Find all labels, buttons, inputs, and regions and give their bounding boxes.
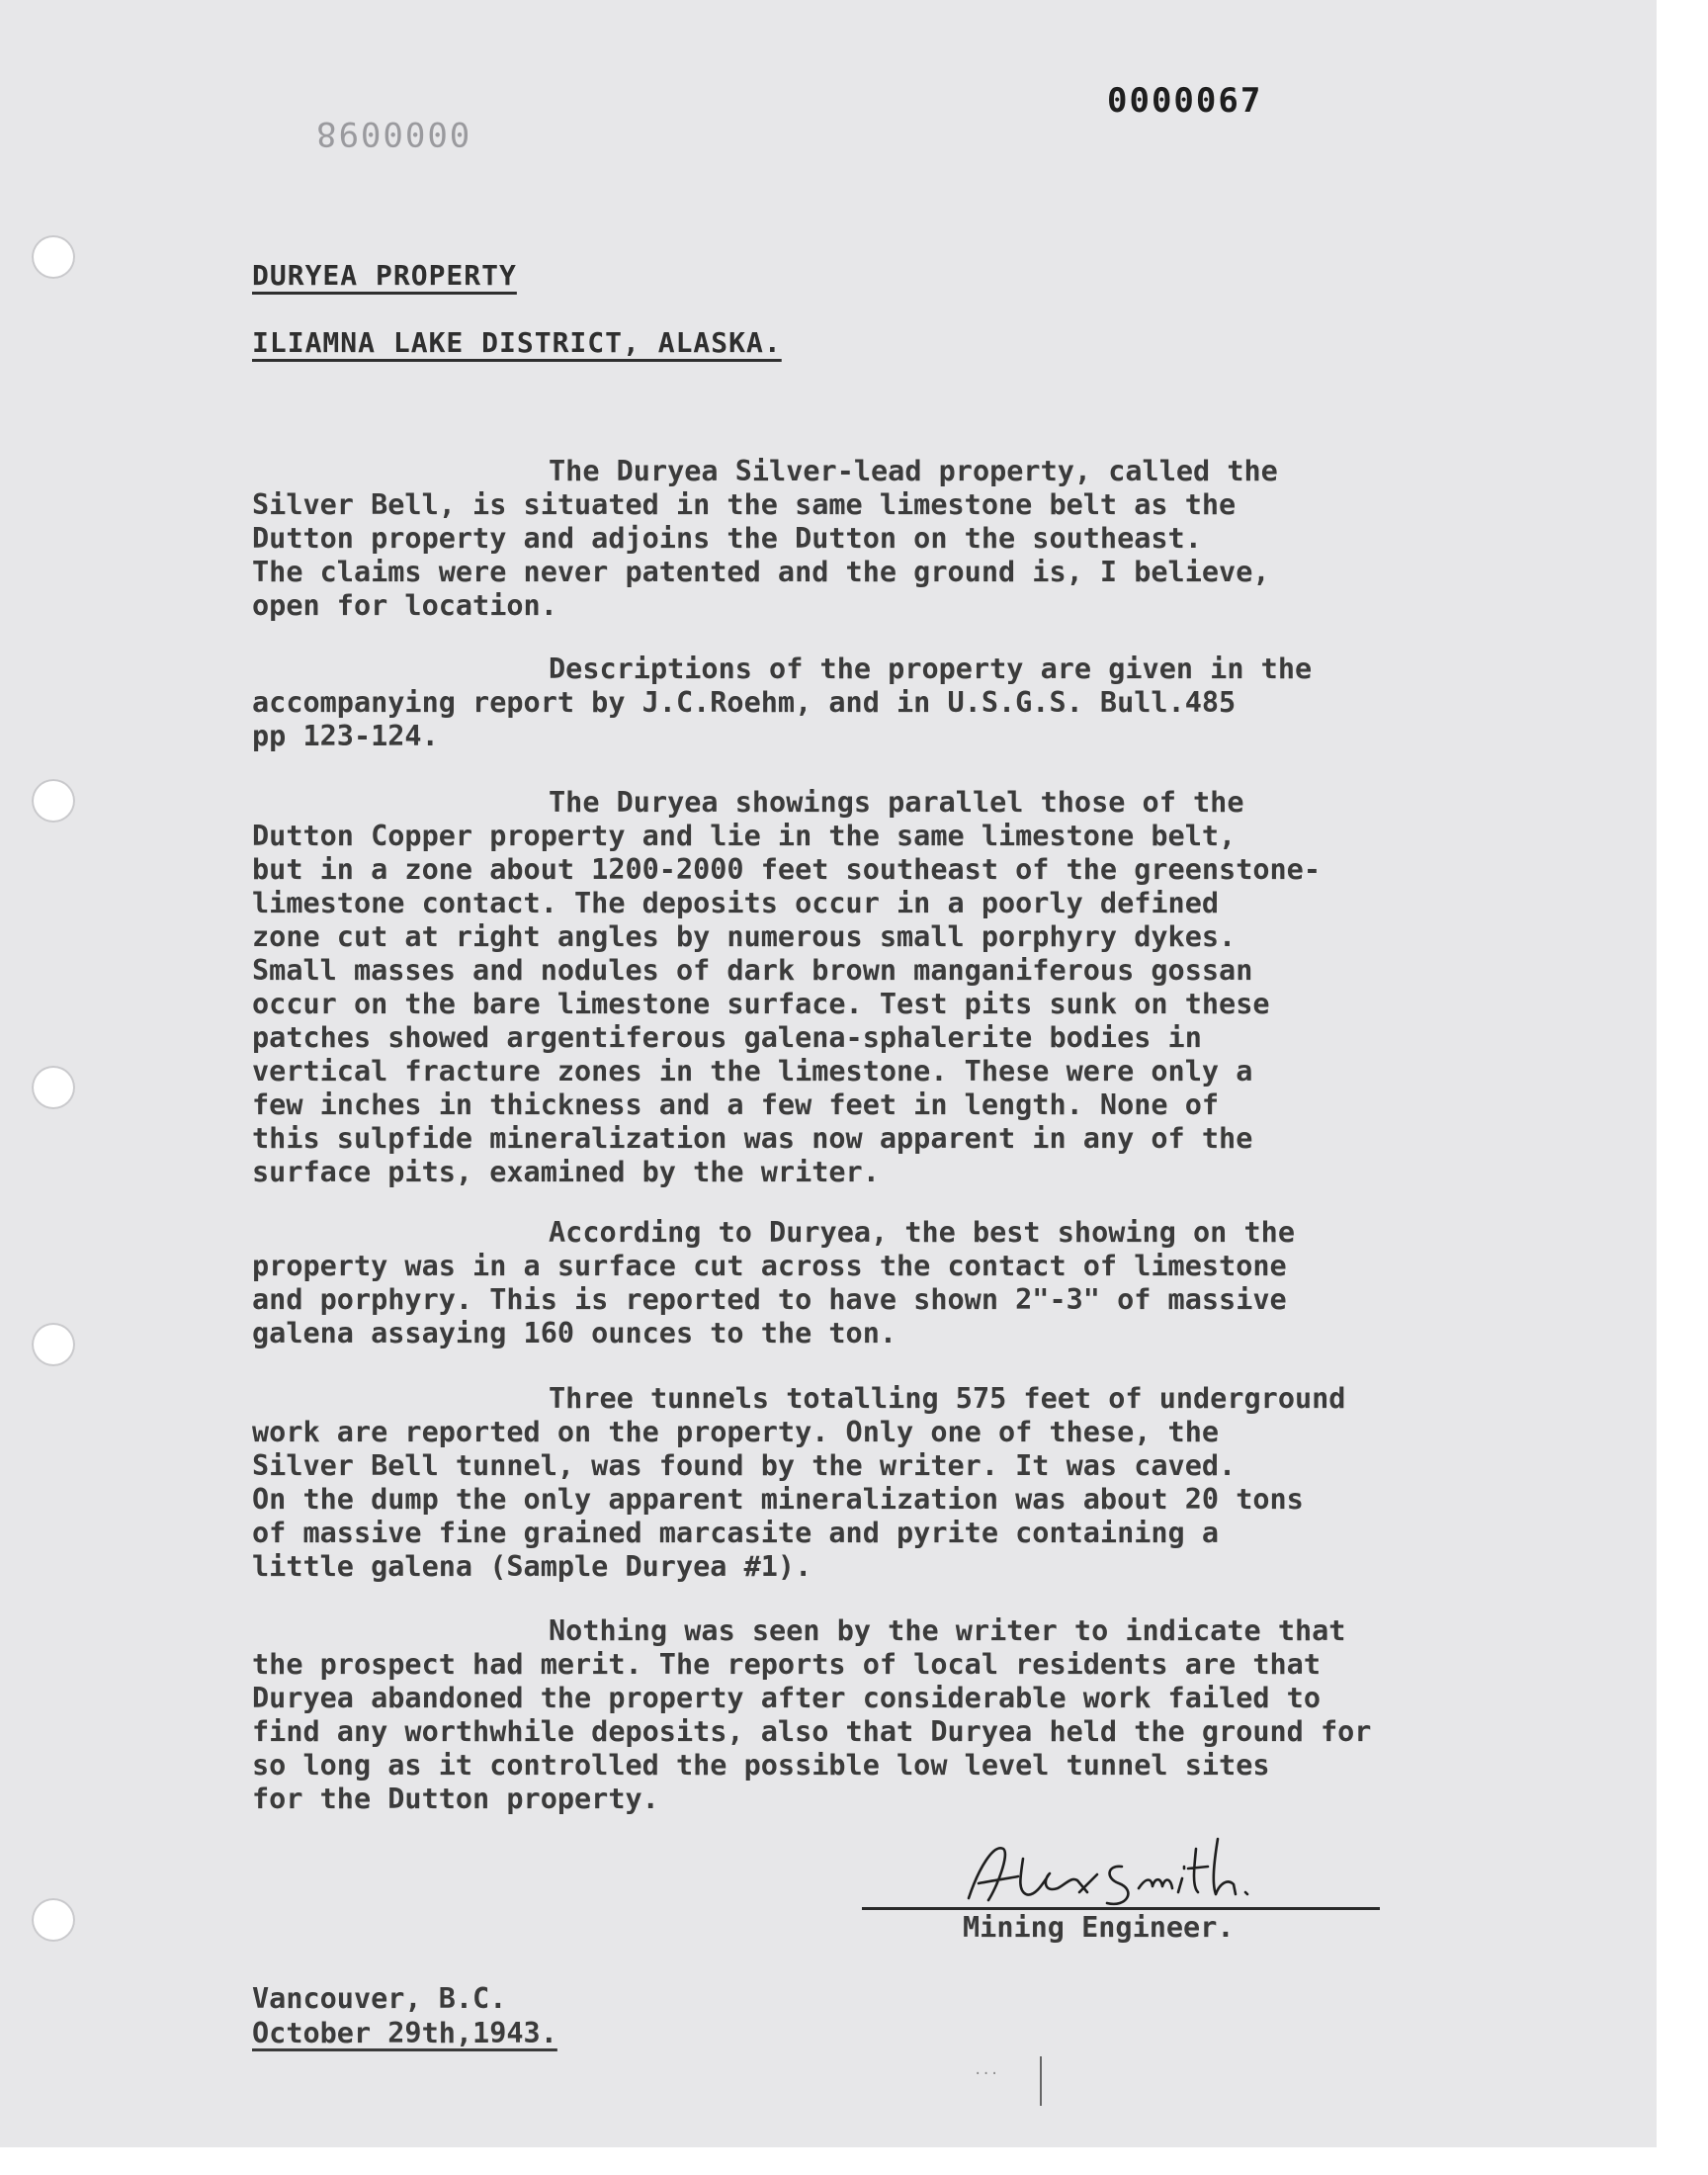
handwritten-signature — [949, 1829, 1265, 1918]
bottom-mark: ··· — [974, 2066, 999, 2082]
punch-hole — [32, 1898, 75, 1942]
paragraph-3: The Duryea showings parallel those of the Dutton Copper property and lie in the same limestone belt, but in a zone about 1200-2000 feet southeast of the greenstone- limestone contact. The deposits occur in a poorly defined zone cut at right angles by numerous small porphyry dykes. Small masses and nodules of dark brown manganiferous gossan occur on the bare limestone surface. Test pits sunk on these patches showed argentiferous galena-sphalerite bodies in vertical fracture zones in the limestone. These were only a few inches in thickness and a few feet in length. None of this sulpfide mineralization was now apparent in any of the surface pits, examined by the writer. — [252, 786, 1321, 1188]
punch-hole — [32, 1066, 75, 1109]
faint-stamp-number: 0000098 — [314, 114, 470, 153]
bottom-tick-mark — [1040, 2056, 1042, 2106]
heading-property: DURYEA PROPERTY — [252, 259, 517, 292]
signature-line — [862, 1907, 1380, 1910]
stamp-number: 0000067 — [1107, 81, 1263, 121]
paragraph-1: The Duryea Silver-lead property, called the Silver Bell, is situated in the same limestone belt as the Dutton property and adjoins the Dutton on the southeast. The claims were never patented and the ground is, I believe, open for location. — [252, 455, 1278, 622]
punch-hole — [32, 1323, 75, 1366]
heading-district: ILIAMNA LAKE DISTRICT, ALASKA. — [252, 326, 782, 359]
paragraph-2: Descriptions of the property are given in the accompanying report by J.C.Roehm, and in U.S.G.S. Bull.485 pp 123-124. — [252, 652, 1313, 752]
place-line: Vancouver, B.C. — [252, 1982, 507, 2015]
signature-title: Mining Engineer. — [963, 1911, 1235, 1944]
paragraph-4: According to Duryea, the best showing on the property was in a surface cut across the contact of limestone and porphyry. This is reported to have shown 2"-3" of massive galena assaying 160 ounces to the ton. — [252, 1216, 1295, 1349]
punch-hole — [32, 779, 75, 823]
date-line: October 29th,1943. — [252, 2017, 557, 2049]
paragraph-5: Three tunnels totalling 575 feet of underground work are reported on the property. Only one of these, the Silver Bell tunnel, was found by the writer. It was caved. On the dump the only apparent mineralization was about 20 tons of massive fine grained marcasite and pyrite containing a little galena (Sample Duryea #1). — [252, 1382, 1346, 1583]
punch-hole — [32, 235, 75, 279]
paragraph-6: Nothing was seen by the writer to indicate that the prospect had merit. The reports of local residents are that Duryea abandoned the property after considerable work failed to find any worthwhile deposits, also that Duryea held the ground for so long as it controlled the possible low level tunnel sites for the Dutton property. — [252, 1614, 1372, 1815]
